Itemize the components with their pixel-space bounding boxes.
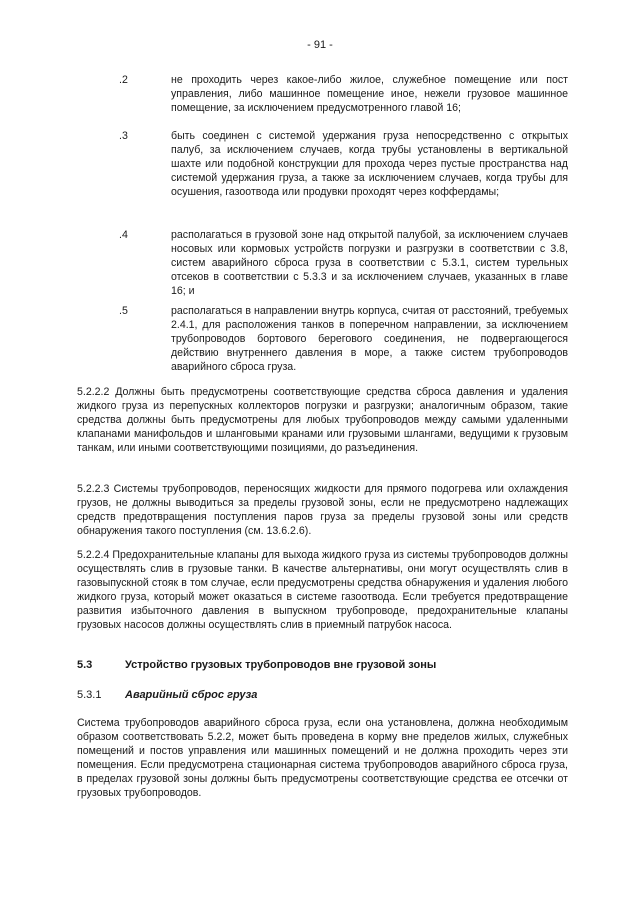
page-number: - 91 - — [307, 39, 333, 51]
list-item-text: быть соединен с системой удержания груза непосредственно с открытых палуб, за исключением случаев, когда трубы установлены в вертикальной шахте или подобной конструкции для прохода через пустые пространства над системой удержания груза, а также за исключением случаев, когда трубы для осушения, газоотвода или продувки проходят через коффердамы; — [171, 130, 568, 198]
list-item-text: располагаться в направлении внутрь корпуса, считая от расстояний, требуемых 2.4.1, для расположения танков в поперечном направлении, за исключением трубопроводов бортового берегового соединения, не подвергающегося действию внутреннего давления в море, а также систем трубопроводов аварийного сброса груза. — [171, 305, 568, 373]
list-item-number: .2 — [119, 74, 128, 86]
list-item-number: .4 — [119, 229, 128, 241]
subsection-title: Аварийный сброс груза — [125, 689, 258, 701]
list-item-text: располагаться в грузовой зоне над открытой палубой, за исключением случаев носовых или кормовых устройств погрузки и разгрузки в соответствии с 3.8, систем аварийного сброса груза в соответствии с 5.3.1, систем турельных отсеков в соответствии с 5.3.3 и за исключением случаев, указанных в главе 16; и — [171, 229, 568, 297]
subsection-number: 5.3.1 — [77, 689, 102, 701]
list-item-number: .5 — [119, 305, 128, 317]
paragraph-5-2-2-2: 5.2.2.2 Должны быть предусмотрены соответствующие средства сброса давления и удаления жидкого груза из перепускных коллекторов погрузки и разгрузки; аналогичным образом, такие средства должны быть предусмотрены для любых трубопроводов между самыми удаленными клапанами манифольдов и шланговыми кранами или грузовыми шлангами, ведущими к грузовым танкам, или иными соответствующими позициями, до разъединения. — [77, 386, 568, 454]
section-number: 5.3 — [77, 659, 93, 671]
section-title: Устройство грузовых трубопроводов вне грузовой зоны — [125, 659, 437, 671]
list-item-text: не проходить через какое-либо жилое, служебное помещение или пост управления, либо машинное помещение иное, нежели грузовое машинное помещение, за исключением предусмотренного главой 16; — [171, 74, 568, 114]
paragraph-5-2-2-3: 5.2.2.3 Системы трубопроводов, переносящих жидкости для прямого подогрева или охлаждения грузов, не должны выводиться за пределы грузовой зоны, если не предусмотрено надлежащих средств предотвращения поступления паров груза за пределы грузовой зоны или средств обнаружения такого поступления (см. 13.6.2.6). — [77, 483, 568, 537]
paragraph-5-3-1: Система трубопроводов аварийного сброса груза, если она установлена, должна необходимым образом соответствовать 5.2.2, может быть проведена в корму вне пределов жилых, служебных помещений и постов управления или машинных помещений и не должна проходить через эти помещения. Если предусмотрена стационарная система трубопроводов аварийного сброса груза, в пределах грузовой зоны должны быть предусмотрены соответствующие средства ее отсечки от грузовых трубопроводов. — [77, 717, 568, 799]
paragraph-5-2-2-4: 5.2.2.4 Предохранительные клапаны для выхода жидкого груза из системы трубопроводов должны осуществлять слив в грузовые танки. В качестве альтернативы, они могут осуществлять слив в газовыпускной стояк в том случае, если предусмотрены средства обнаружения и удаления любого жидкого груза, который может оказаться в системе газоотвода. Если требуется предотвращение развития избыточного давления в выпускном трубопроводе, предохранительные клапаны грузовых насосов должны осуществлять слив в приемный патрубок насоса. — [77, 549, 568, 631]
list-item-number: .3 — [119, 130, 128, 142]
